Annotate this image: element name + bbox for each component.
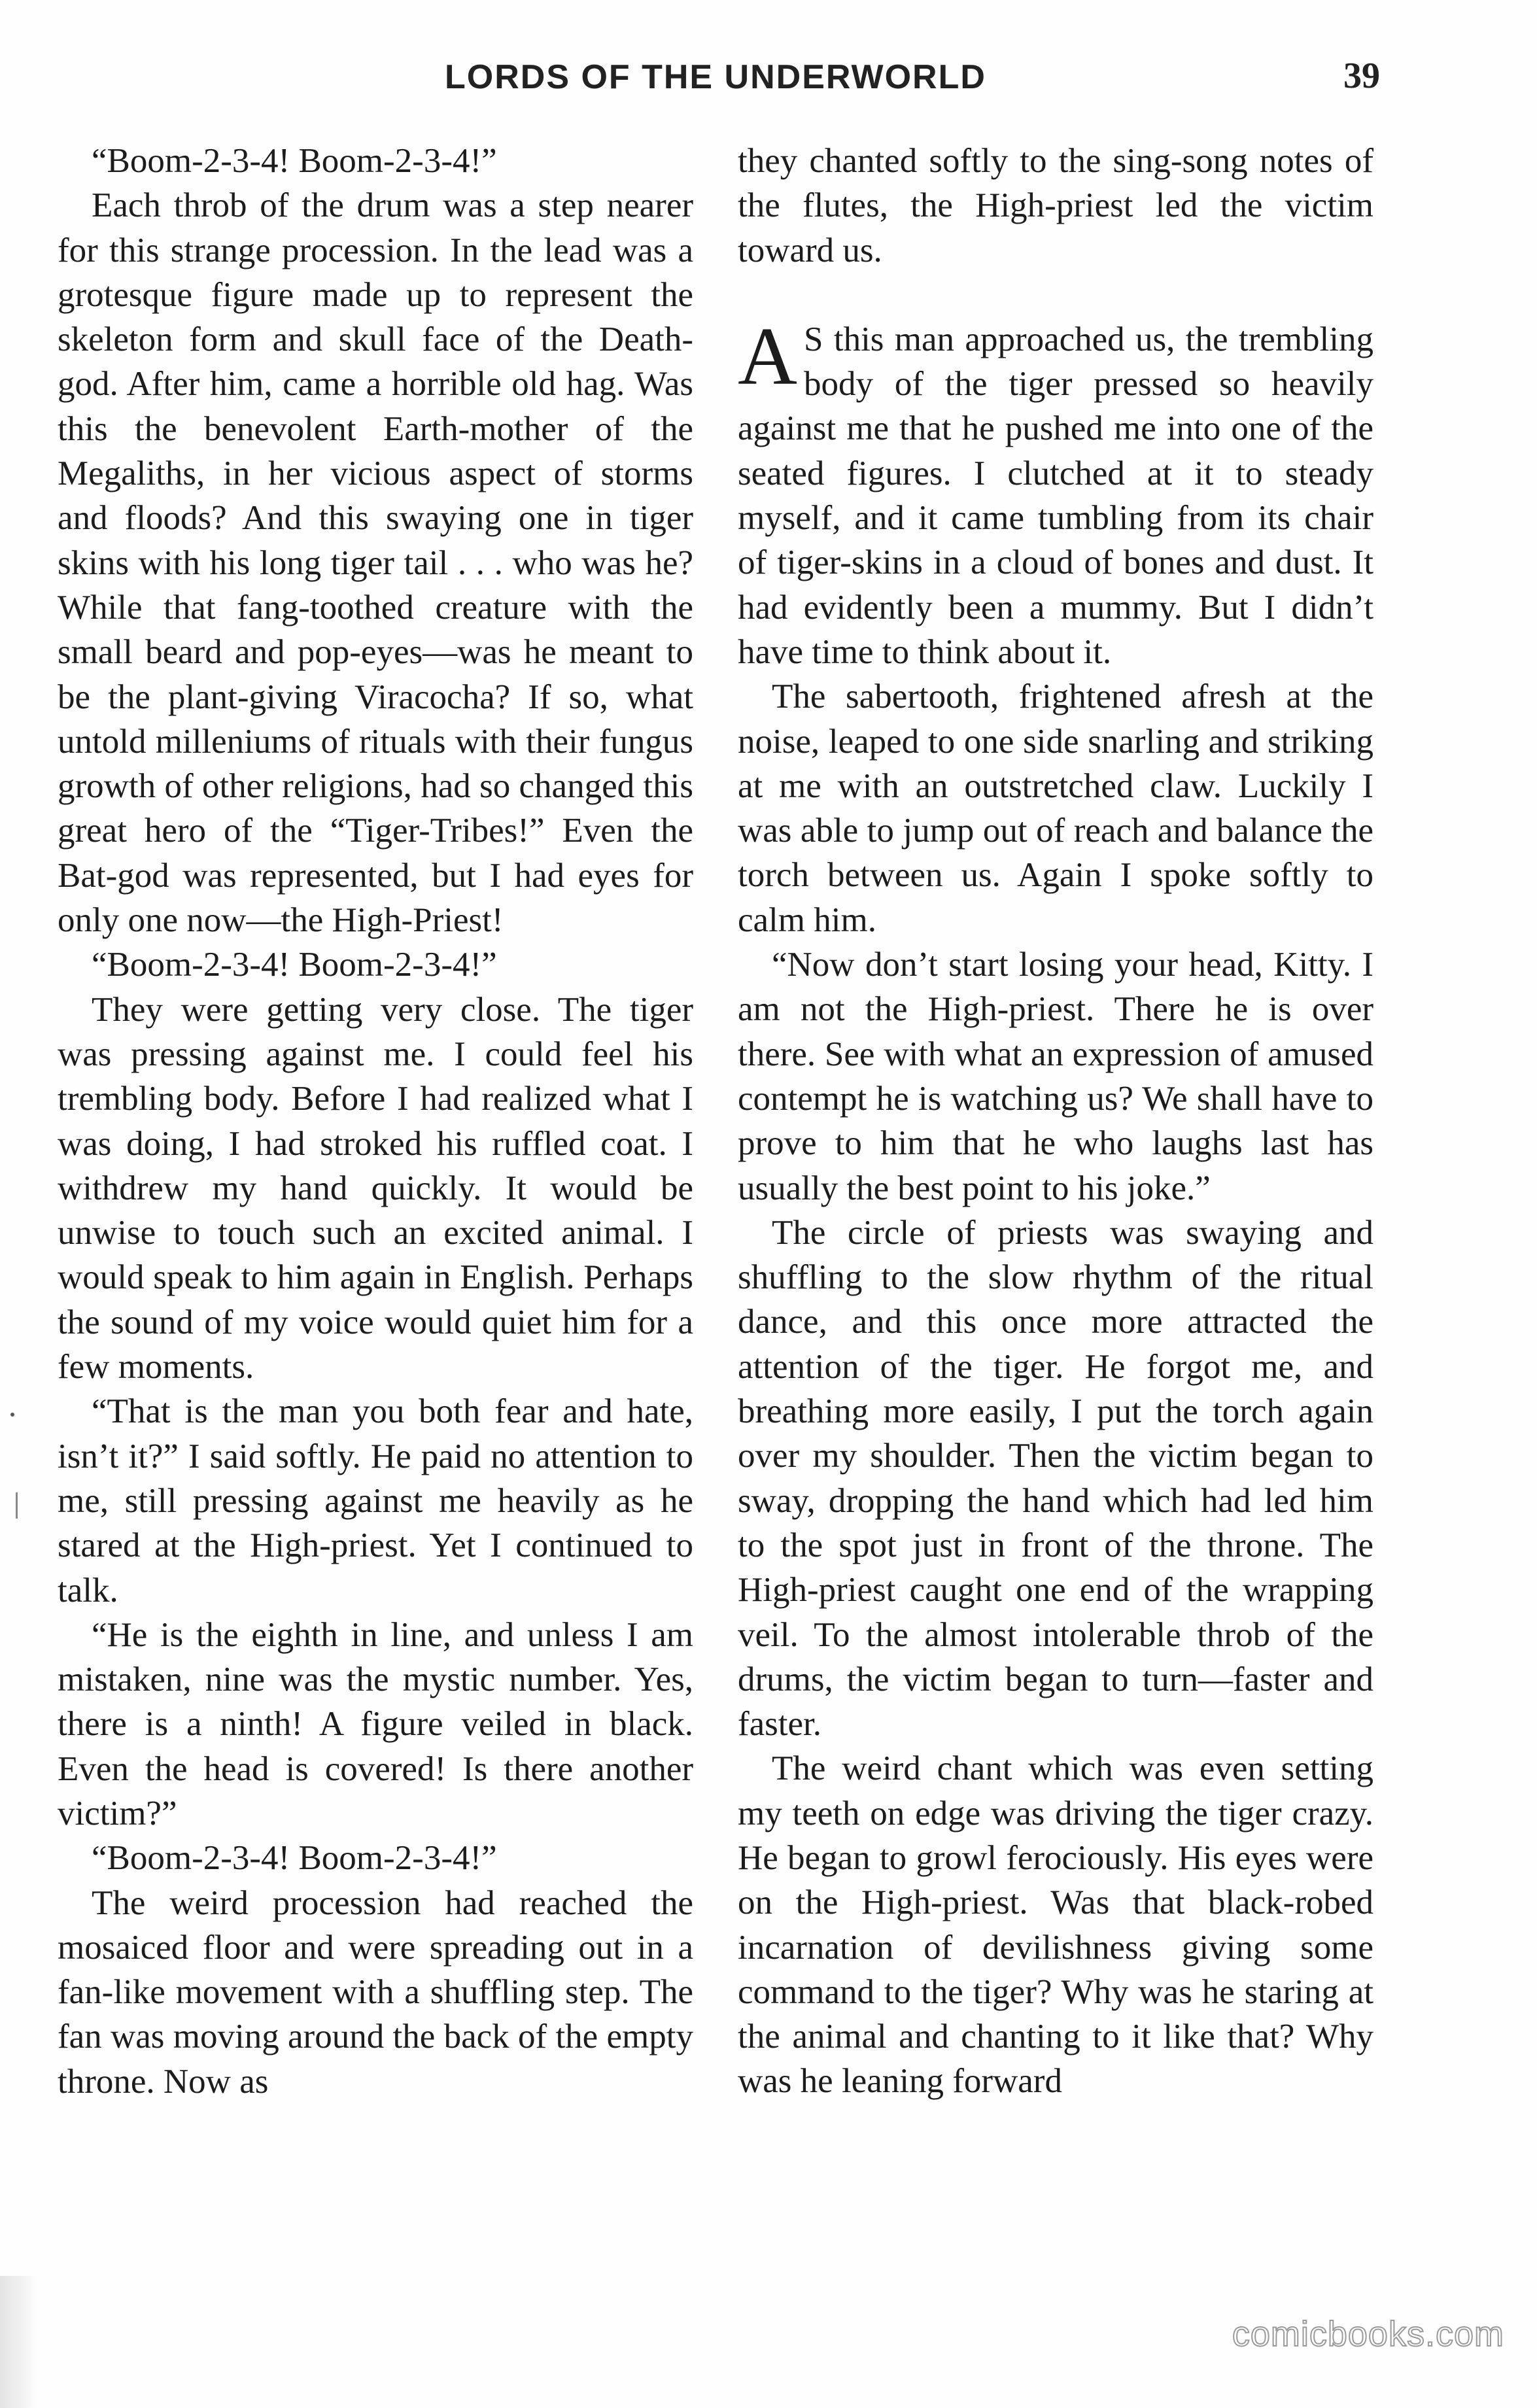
paragraph: They were getting very close. The tiger was pressing against me. I could feel his trembling body. Before I had realized what I was doing, I had stroked his ruffled coat. I withdrew my hand quickly. It would be unwise to touch such an excited animal. I would speak to him again in English. Perhaps the sound of my voice would quiet him for a few moments. (58, 990, 693, 1386)
left-column (58, 139, 693, 2104)
running-head: LORDS OF THE UNDERWORLD (445, 58, 986, 96)
margin-mark (10, 1413, 14, 1417)
paragraph: they chanted softly to the sing-song notes of the flutes, the High-priest led the victim toward us. (738, 142, 1373, 269)
chant-line: “Boom-2-3-4! Boom-2-3-4!” (92, 142, 497, 180)
chant-line: “Boom-2-3-4! Boom-2-3-4!” (92, 1839, 497, 1878)
chant-line: “Boom-2-3-4! Boom-2-3-4!” (92, 946, 497, 984)
paragraph: The circle of priests was swaying and shuffling to the slow rhythm of the ritual dance, and this once more attracted the attention of the tiger. He forgot me, and breathing more easily, I put the torch again over my shoulder. Then the victim began to sway, dropping the hand which had led him to the spot just in front of the throne. The High-priest caught one end of the wrapping veil. To the almost intolerable throb of the drums, the victim began to turn—faster and faster. (738, 1213, 1373, 1744)
drop-cap: A (738, 311, 797, 402)
section-paragraph (738, 311, 1373, 674)
page-number: 39 (1343, 56, 1380, 96)
paragraph: The weird chant which was even setting my teeth on edge was driving the tiger crazy. He began to growl ferociously. His eyes were on the High-priest. Was that black-robed incarnation of devilishness giving some command to the tiger? Why was he staring at the animal and chanting to it like that? Why was he leaning forward (738, 1749, 1373, 2101)
scan-edge-smudge (0, 2276, 39, 2408)
watermark: comicbooks.com (1232, 2314, 1504, 2354)
paragraph: Each throb of the drum was a step nearer for this strange procession. In the lead was a grotesque figure made up to represent the skeleton form and skull face of the Death-god. After him, came a horrible old hag. Was this the benevolent Earth-mother of the Megaliths, in her vicious aspect of storms and floods? And this swaying one in tiger skins with his long tiger tail . . . who was he? While that fang-toothed creature with the small beard and pop-eyes—was he meant to be the plant-giving Viracocha? If so, what untold milleniums of rituals with their fungus growth of other religions, had so changed this great hero of the “Tiger-Tribes!” Even the Bat-god was represented, but I had eyes for only one now—the High-Priest! (58, 186, 693, 940)
paragraph: The weird procession had reached the mosaiced floor and were spreading out in a fan-like movement with a shuffling step. The fan was moving around the back of the empty throne. Now as (58, 1883, 693, 2101)
paragraph: “That is the man you both fear and hate, isn’t it?” I said softly. He paid no attention to me, still pressing against me heavily as he stared at the High-priest. Yet I continued to talk. (58, 1392, 693, 1609)
paragraph: “Now don’t start losing your head, Kitty. I am not the High-priest. There he is over there. See with what an expression of amused contempt he is watching us? We shall have to prove to him that he who laughs last has usually the best point to his joke.” (738, 946, 1373, 1207)
paragraph: The sabertooth, frightened afresh at the noise, leaped to one side snarling and striking at me with an outstretched claw. Luckily I was able to jump out of reach and balance the torch between us. Again I spoke softly to calm him. (738, 678, 1373, 939)
section-paragraph-text: S this man approached us, the trembling body of the tiger pressed so heavily against me that he pushed me into one of the seated figures. I clutched at it to steady myself, and it came tumbling from its chair of tiger-skins in a cloud of bones and dust. It had evidently been a mummy. But I didn’t have time to think about it. (738, 320, 1373, 671)
margin-mark (16, 1492, 18, 1519)
paragraph: “He is the eighth in line, and unless I am mistaken, nine was the mystic number. Yes, there is a ninth! A figure veiled in black. Even the head is covered! Is there another victim?” (58, 1615, 693, 1832)
right-column (738, 139, 1373, 2104)
